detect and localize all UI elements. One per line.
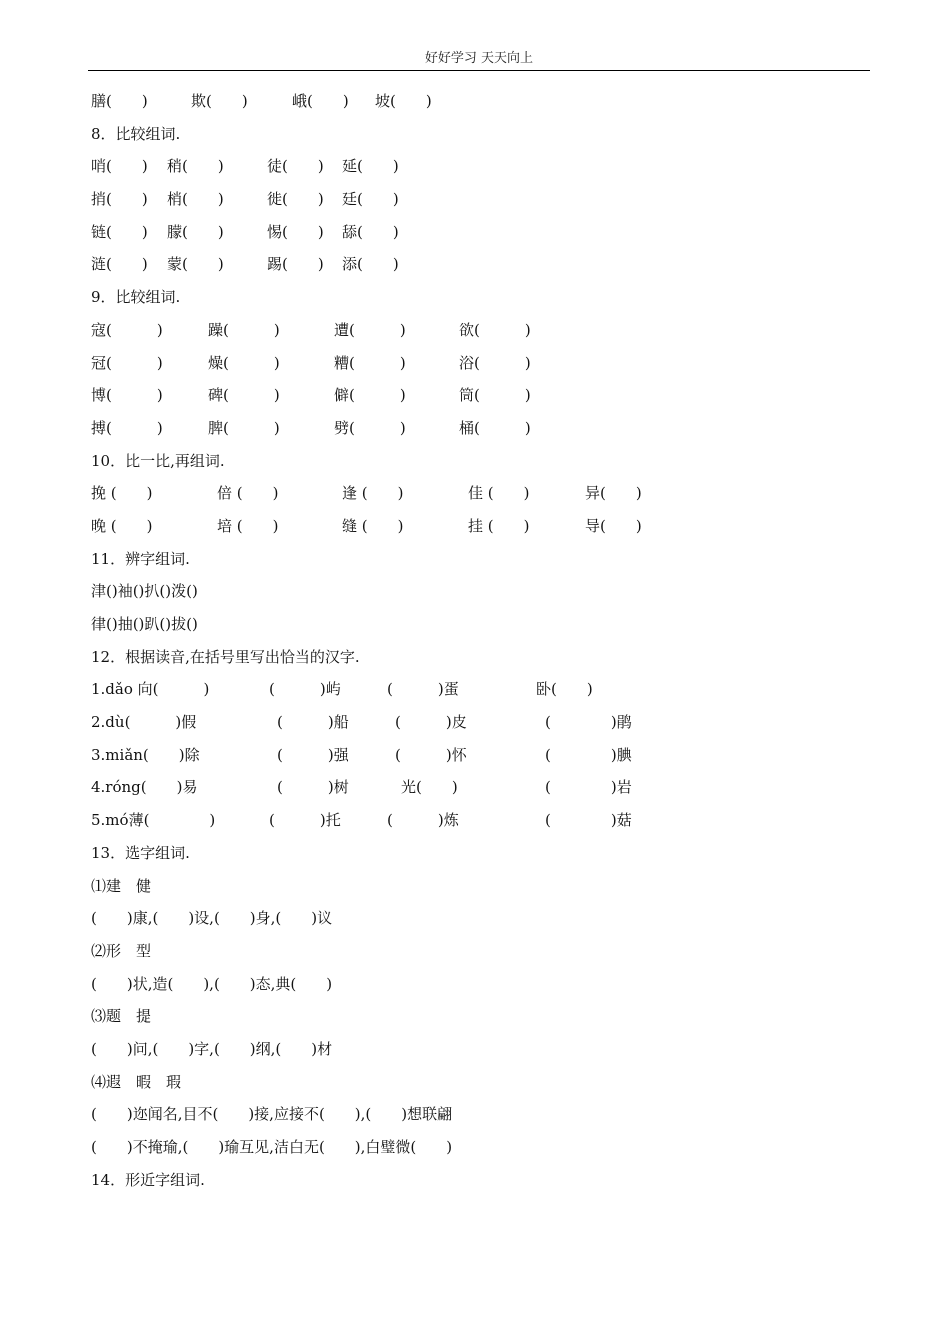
item: 浴( ) — [459, 353, 531, 372]
word-row — [91, 480, 871, 513]
word-row — [91, 1036, 871, 1069]
item: 惕( ) — [267, 222, 324, 241]
question-heading: 12．根据读音,在括号里写出恰当的汉字. — [91, 647, 360, 666]
item: 津()袖()扒()泼() — [91, 582, 198, 601]
item: 朦( ) — [167, 222, 224, 241]
item: 搏( ) — [91, 418, 163, 437]
word-row — [91, 611, 871, 644]
sub-heading: ⑷遐 暇 瑕 — [91, 1072, 182, 1091]
word-row — [91, 186, 871, 219]
word-row — [91, 1101, 871, 1134]
item: 4.róng( )易 — [91, 778, 198, 797]
item: 寇( ) — [91, 320, 163, 339]
item: 导( ) — [585, 516, 642, 535]
item: 踢( ) — [267, 255, 324, 274]
question-heading: 9．比较组词. — [91, 288, 181, 307]
question-heading: 14．形近字组词. — [91, 1170, 205, 1189]
item: 光( ) — [401, 778, 458, 797]
word-row — [91, 350, 871, 383]
item: 涟( ) — [91, 255, 148, 274]
item: 桶( ) — [459, 418, 531, 437]
sub-heading: ⑵形 型 — [91, 941, 152, 960]
item: 膳( ) — [91, 92, 148, 110]
item: 劈( ) — [334, 418, 406, 437]
item: 1.dǎo 向( ) — [91, 680, 210, 699]
sub-heading: ⑴建 健 — [91, 876, 152, 895]
item: 倍 ( ) — [217, 484, 279, 503]
item: 糟( ) — [334, 353, 406, 372]
item: 晚 ( ) — [91, 516, 153, 535]
word-row — [91, 251, 871, 284]
header-rule — [88, 70, 870, 71]
item: ( )状,造( ),( )态,典( ) — [91, 974, 333, 993]
word-row — [91, 774, 871, 807]
item: 哨( ) — [91, 157, 148, 176]
item: 廷( ) — [342, 190, 399, 209]
item: ( )不掩瑜,( )瑜互见,洁白无( ),白璧微( ) — [91, 1138, 453, 1156]
item: 坡( ) — [375, 92, 432, 110]
item: ( )菇 — [545, 811, 632, 830]
word-row — [91, 905, 871, 938]
item: ( )问,( )字,( )纲,( )材 — [91, 1039, 333, 1058]
item: 躁( ) — [208, 320, 280, 339]
item: 卧( ) — [536, 680, 593, 699]
item: ( )岩 — [545, 778, 632, 797]
item: ( )炼 — [387, 811, 459, 830]
item: 博( ) — [91, 386, 163, 405]
item: ( )蛋 — [387, 680, 459, 699]
item: 延( ) — [342, 157, 399, 176]
item: 欺( ) — [191, 92, 248, 110]
item: 脾( ) — [208, 418, 280, 437]
worksheet-body — [91, 88, 871, 1199]
item: ( )托 — [269, 811, 341, 830]
question-heading: 13．选字组词. — [91, 843, 190, 862]
item: ( )鹃 — [545, 713, 632, 732]
word-row — [91, 513, 871, 546]
item: 挂 ( ) — [468, 516, 530, 535]
item: 遭( ) — [334, 320, 406, 339]
item: 冠( ) — [91, 353, 163, 372]
question-heading: 11．辨字组词. — [91, 549, 190, 568]
word-row — [91, 709, 871, 742]
item: 僻( ) — [334, 386, 406, 405]
word-row — [91, 676, 871, 709]
item: 稍( ) — [167, 157, 224, 176]
word-row — [91, 88, 871, 121]
item: ( )腆 — [545, 745, 632, 764]
word-row — [91, 971, 871, 1004]
item: 挽 ( ) — [91, 484, 153, 503]
item: 2.dù( )假 — [91, 713, 197, 732]
question-heading: 8．比较组词. — [91, 124, 181, 143]
question-heading: 10．比一比,再组词. — [91, 451, 225, 470]
item: ( )迩闻名,目不( )接,应接不( ),( )想联翩 — [91, 1105, 453, 1124]
item: ( )强 — [277, 745, 349, 764]
item: 筒( ) — [459, 386, 531, 405]
word-row — [91, 317, 871, 350]
item: 燥( ) — [208, 353, 280, 372]
item: 律()抽()趴()拔() — [91, 615, 198, 633]
item: 5.mó薄( ) — [91, 811, 216, 830]
item: 链( ) — [91, 222, 148, 241]
page-header: 好好学习 天天向上 — [424, 51, 534, 66]
item: 峨( ) — [292, 92, 349, 110]
item: 徙( ) — [267, 190, 324, 209]
item: ( )屿 — [269, 680, 341, 699]
word-row — [91, 807, 871, 840]
item: 添( ) — [342, 255, 399, 274]
item: ( )船 — [277, 713, 349, 732]
item: ( )树 — [277, 778, 349, 797]
item: 3.miǎn( )除 — [91, 745, 200, 764]
sub-heading: ⑶题 提 — [91, 1007, 152, 1026]
item: 培 ( ) — [217, 516, 279, 535]
item: 徒( ) — [267, 157, 324, 176]
item: ( )怀 — [395, 745, 467, 764]
item: 异( ) — [585, 484, 642, 503]
item: ( )康,( )设,( )身,( )议 — [91, 909, 333, 928]
item: 佳 ( ) — [468, 484, 530, 503]
item: 逢 ( ) — [342, 484, 404, 503]
word-row — [91, 382, 871, 415]
item: 捎( ) — [91, 190, 148, 209]
word-row — [91, 415, 871, 448]
item: 碑( ) — [208, 386, 280, 405]
item: ( )皮 — [395, 713, 467, 732]
item: 梢( ) — [167, 190, 224, 209]
word-row — [91, 219, 871, 252]
item: 缝 ( ) — [342, 516, 404, 535]
word-row — [91, 153, 871, 186]
word-row — [91, 742, 871, 775]
word-row — [91, 1134, 871, 1167]
item: 蒙( ) — [167, 255, 224, 274]
item: 欲( ) — [459, 320, 531, 339]
word-row — [91, 578, 871, 611]
item: 舔( ) — [342, 222, 399, 241]
